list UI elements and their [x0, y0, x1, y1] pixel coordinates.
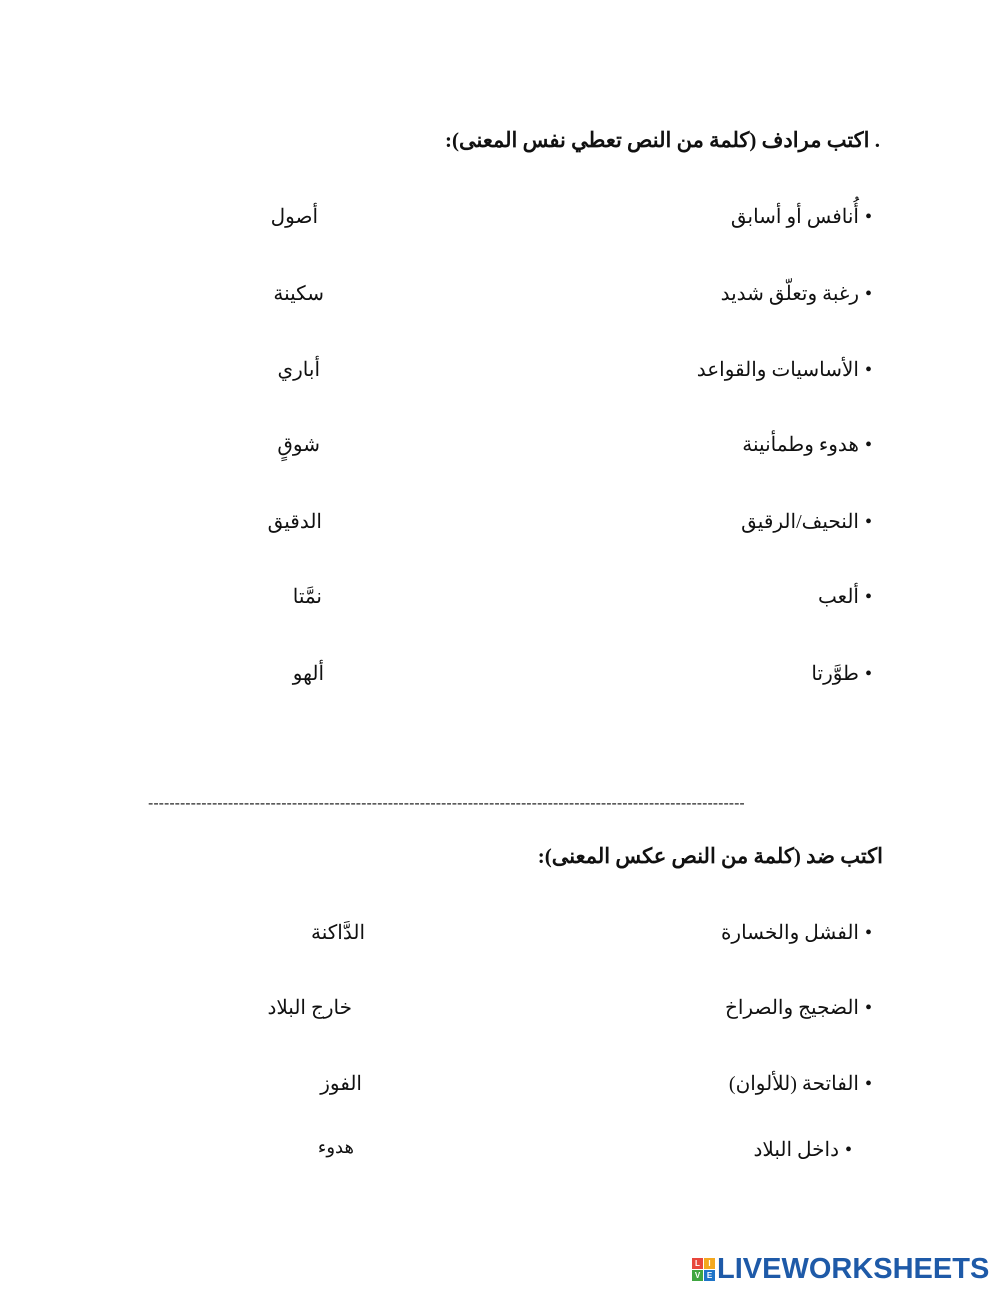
synonym-prompt	[697, 357, 872, 382]
bullet: •	[864, 206, 872, 228]
synonym-answer[interactable]: الدقيق	[267, 511, 322, 533]
antonym-answer[interactable]: الفوز	[320, 1073, 362, 1095]
antonym-prompt	[721, 920, 872, 945]
synonym-prompt	[818, 584, 872, 609]
synonym-answer[interactable]: ألهو	[292, 663, 324, 685]
bullet: •	[864, 1073, 872, 1095]
synonym-prompt	[721, 281, 872, 306]
synonym-answer[interactable]: نمَّتا	[292, 586, 322, 608]
prompt-text: النحيف/الرقيق	[741, 511, 859, 533]
bullet: •	[864, 922, 872, 944]
logo-letter: E	[704, 1270, 715, 1281]
prompt-text: الفاتحة (للألوان)	[728, 1073, 859, 1095]
bullet: •	[844, 1139, 852, 1161]
synonym-answer[interactable]: سكينة	[273, 283, 324, 305]
synonym-answer[interactable]: شوقٍ	[277, 434, 320, 456]
antonym-prompt	[753, 1137, 852, 1162]
logo-letter: V	[692, 1270, 703, 1281]
logo-mark-icon	[692, 1258, 715, 1281]
logo-letter: L	[692, 1258, 703, 1269]
antonym-answer[interactable]: الدَّاكنة	[311, 922, 365, 944]
prompt-text: الأساسيات والقواعد	[696, 359, 859, 381]
bullet: •	[864, 586, 872, 608]
synonym-prompt	[741, 509, 872, 534]
synonym-answer[interactable]: أصول	[270, 206, 318, 228]
prompt-text: رغبة وتعلّق شديد	[720, 283, 859, 305]
antonym-answer[interactable]: خارج البلاد	[267, 997, 352, 1019]
synonym-prompt	[742, 432, 872, 457]
bullet: •	[864, 359, 872, 381]
bullet: •	[864, 997, 872, 1019]
bullet: •	[864, 663, 872, 685]
antonyms-heading: اكتب ضد (كلمة من النص عكس المعنى):	[537, 844, 883, 868]
bullet: •	[864, 511, 872, 533]
prompt-text: طوَّرتا	[811, 663, 859, 685]
synonym-prompt	[731, 204, 872, 229]
liveworksheets-logo	[692, 1252, 989, 1286]
logo-text: LIVEWORKSHEETS	[717, 1252, 990, 1285]
section-divider: ----------------------------------------------------------------------------------------------------------------	[148, 795, 745, 812]
prompt-text: الفشل والخسارة	[720, 922, 859, 944]
prompt-text: الضجيج والصراخ	[724, 997, 859, 1019]
logo-letter: I	[704, 1258, 715, 1269]
prompt-text: ألعب	[818, 586, 859, 608]
antonym-prompt	[725, 995, 872, 1020]
synonym-prompt	[811, 661, 872, 686]
bullet: •	[864, 434, 872, 456]
bullet: •	[864, 283, 872, 305]
synonyms-heading: . اكتب مرادف (كلمة من النص تعطي نفس المعنى):	[445, 128, 880, 152]
prompt-text: أُنافس أو أسابق	[730, 206, 859, 228]
antonym-prompt	[729, 1071, 872, 1096]
synonym-answer[interactable]: أباري	[277, 359, 320, 381]
prompt-text: هدوء وطمأنينة	[742, 434, 859, 456]
antonym-answer[interactable]: هدوء	[317, 1137, 354, 1157]
prompt-text: داخل البلاد	[753, 1139, 839, 1161]
